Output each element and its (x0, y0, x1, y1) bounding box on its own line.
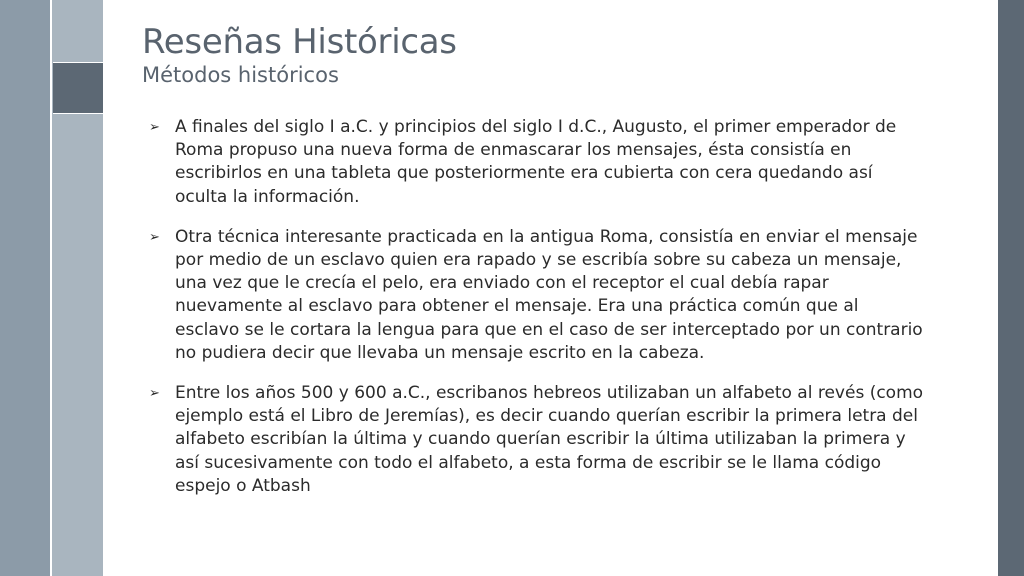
bullet-text: Otra técnica interesante practicada en la antigua Roma, consistía en enviar el mensaje por medio de un esclavo quien era rapado y se escribía sobre su cabeza un mensaje, una vez que le crecía el pelo, era enviado con el receptor el cual debía rapar nuevamente al esclavo para obtener el mensaje. Era una práctica común que al esclavo se le cortara la lengua para que en el caso de ser interceptado por un contrario no pudiera decir que llevaba un mensaje escrito en la cabeza. (175, 226, 923, 363)
right-decorative-band (998, 0, 1024, 576)
arrow-bullet-icon: ➢ (149, 229, 160, 245)
left-accent-block (53, 62, 103, 114)
arrow-bullet-icon: ➢ (149, 386, 160, 402)
left-decorative-band (0, 0, 50, 576)
list-item (148, 116, 928, 209)
slide-subtitle: Métodos históricos (142, 63, 339, 87)
bullet-list (148, 116, 928, 515)
list-item (148, 226, 928, 365)
arrow-bullet-icon: ➢ (149, 120, 160, 135)
slide-title: Reseñas Históricas (142, 22, 457, 62)
list-item (148, 382, 928, 498)
bullet-text: Entre los años 500 y 600 a.C., escribanos hebreos utilizaban un alfabeto al revés (como ejemplo está el Libro de Jeremías), es decir cuando querían escribir la primera letra del alfabeto escribían la última y cuando querían escribir la última utilizaban la primera y así sucesivamente con todo el alfabeto, a esta forma de escribir se le llama código espejo o Atbash (175, 383, 924, 496)
bullet-text: A finales del siglo I a.C. y principios del siglo I d.C., Augusto, el primer emperador de Roma propuso una nueva forma de enmascarar los mensajes, ésta consistía en escribirlos en una tableta que posteriormente era cubierta con cera quedando así oculta la información. (175, 117, 897, 207)
